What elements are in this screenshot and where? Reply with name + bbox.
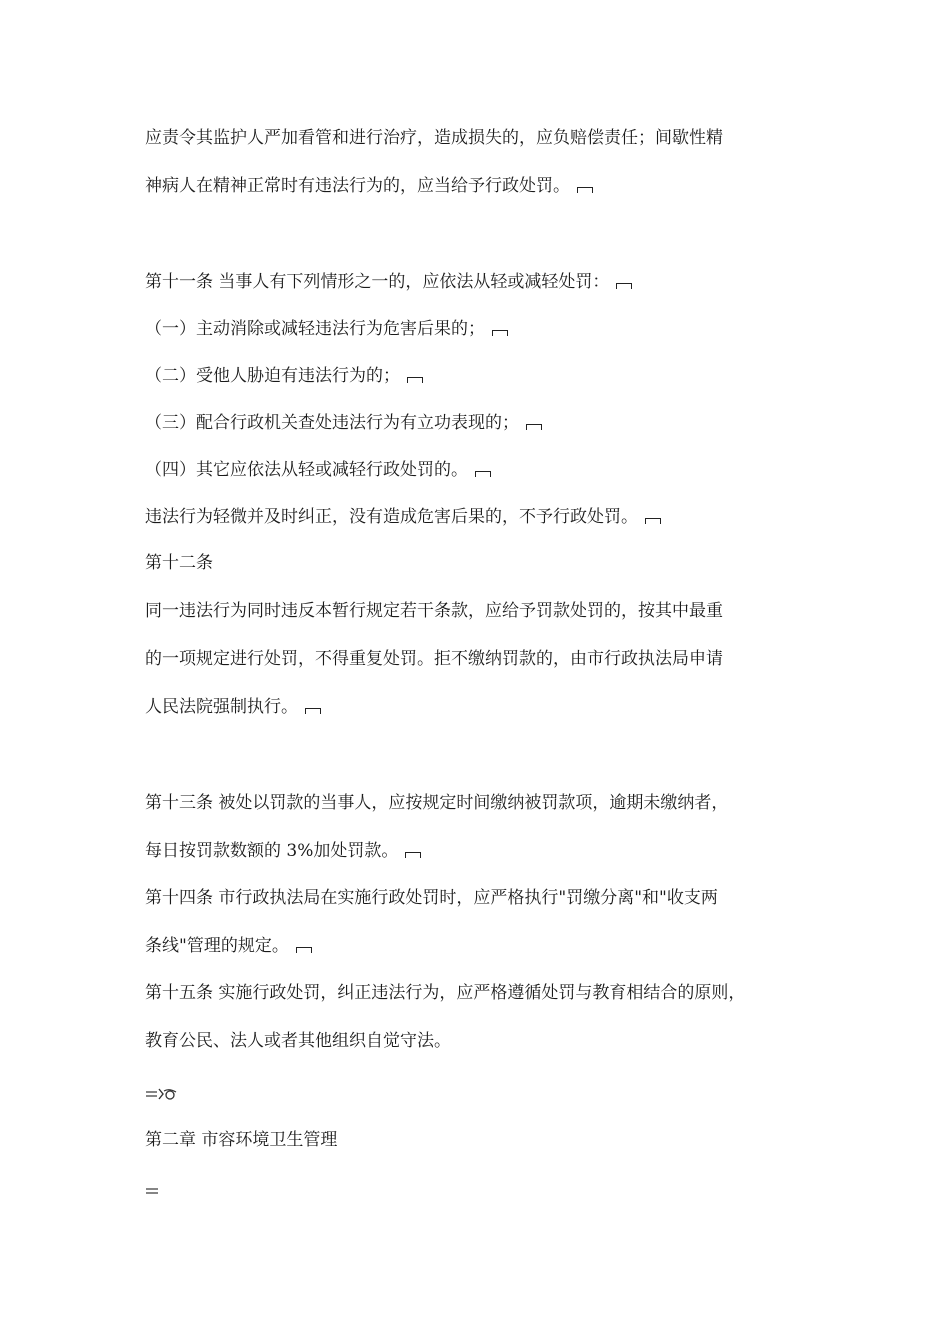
- text-line: 违法行为轻微并及时纠正，没有造成危害后果的，不予行政处罚。: [145, 506, 661, 528]
- paragraph-mark-icon: [405, 852, 421, 858]
- text-line: 应责令其监护人严加看管和进行治疗，造成损失的，应负赔偿责任；间歇性精: [145, 128, 723, 148]
- paragraph-mark-icon: [475, 471, 491, 477]
- paragraph-mark-icon: [616, 283, 632, 289]
- chapter-2-heading: 第二章 市容环境卫生管理: [145, 1130, 338, 1150]
- paragraph-mark-icon: [577, 187, 593, 193]
- text-line: 教育公民、法人或者其他组织自觉守法。: [145, 1031, 451, 1051]
- text-line: 每日按罚款数额的 3%加处罚款。: [145, 840, 421, 862]
- article-11-heading: 第十一条 当事人有下列情形之一的，应依法从轻或减轻处罚：: [145, 271, 632, 293]
- paragraph-mark-icon: [492, 330, 508, 336]
- double-line-glyph-icon: [145, 1183, 161, 1199]
- text-line: 的一项规定进行处罚，不得重复处罚。拒不缴纳罚款的，由市行政执法局申请: [145, 649, 723, 669]
- list-item: （二）受他人胁迫有违法行为的；: [145, 365, 423, 387]
- paragraph-mark-icon: [407, 377, 423, 383]
- text-line: 人民法院强制执行。: [145, 696, 321, 718]
- list-item: （一）主动消除或减轻违法行为危害后果的；: [145, 318, 508, 340]
- paragraph-mark-icon: [296, 947, 312, 953]
- paragraph-mark-icon: [526, 424, 542, 430]
- text-line: 神病人在精神正常时有违法行为的，应当给予行政处罚。: [145, 175, 593, 197]
- arrow-glyph-icon: [145, 1086, 181, 1102]
- paragraph-mark-icon: [305, 708, 321, 714]
- text-line: 同一违法行为同时违反本暂行规定若干条款，应给予罚款处罚的，按其中最重: [145, 601, 723, 621]
- article-14-heading: 第十四条 市行政执法局在实施行政处罚时，应严格执行"罚缴分离"和"收支两: [145, 888, 718, 908]
- decorative-glyph-icon: [145, 1183, 161, 1200]
- article-12-heading: 第十二条: [145, 553, 213, 573]
- article-15-heading: 第十五条 实施行政处罚，纠正违法行为，应严格遵循处罚与教育相结合的原则，: [145, 983, 746, 1003]
- text-line: 条线"管理的规定。: [145, 935, 312, 957]
- list-item: （四）其它应依法从轻或减轻行政处罚的。: [145, 459, 491, 481]
- paragraph-mark-icon: [645, 518, 661, 524]
- list-item: （三）配合行政机关查处违法行为有立功表现的；: [145, 412, 542, 434]
- article-13-heading: 第十三条 被处以罚款的当事人，应按规定时间缴纳被罚款项，逾期未缴纳者，: [145, 793, 729, 813]
- decorative-glyph-icon: [145, 1086, 181, 1103]
